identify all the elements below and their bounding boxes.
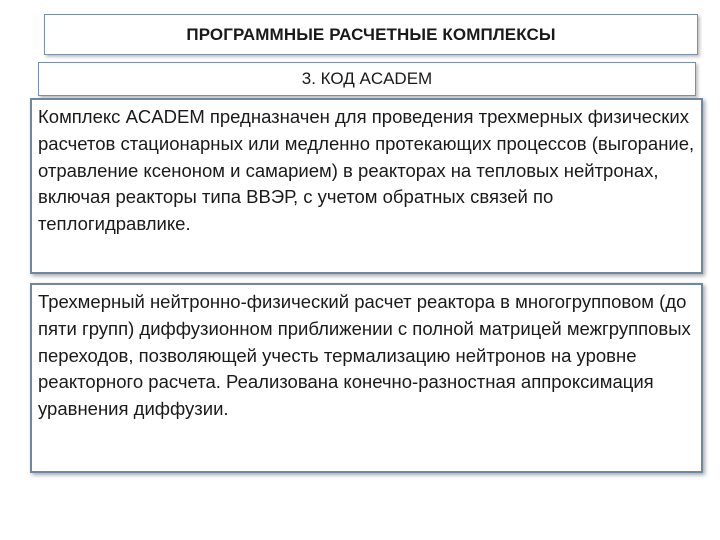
description-paragraph: Комплекс ACADEM предназначен для проведения трехмерных физических расчетов стационарных или медленно протекающих процессов (выгорание, отравление ксеноном и самарием) в реакторах на тепловых нейтронах, включая реакторы типа ВВЭР, с учетом обратных связей по теплогидравлике.: [38, 106, 695, 235]
description-paragraph-box: [30, 98, 703, 274]
method-paragraph-box: [30, 283, 703, 473]
section-title: 3. КОД ACADEM: [301, 69, 433, 88]
method-paragraph: Трехмерный нейтронно-физический расчет реактора в многогрупповом (до пяти групп) диффузионном приближении с полной матрицей межгрупповых переходов, позволяющей учесть термализацию нейтронов на уровне реакторного расчета. Реализована конечно-разностная аппроксимация уравнения диффузии.: [38, 291, 691, 420]
page-title: ПРОГРАММНЫЕ РАСЧЕТНЫЕ КОМПЛЕКСЫ: [186, 24, 556, 44]
section-title-box: [38, 62, 696, 96]
page-title-box: [44, 14, 698, 55]
